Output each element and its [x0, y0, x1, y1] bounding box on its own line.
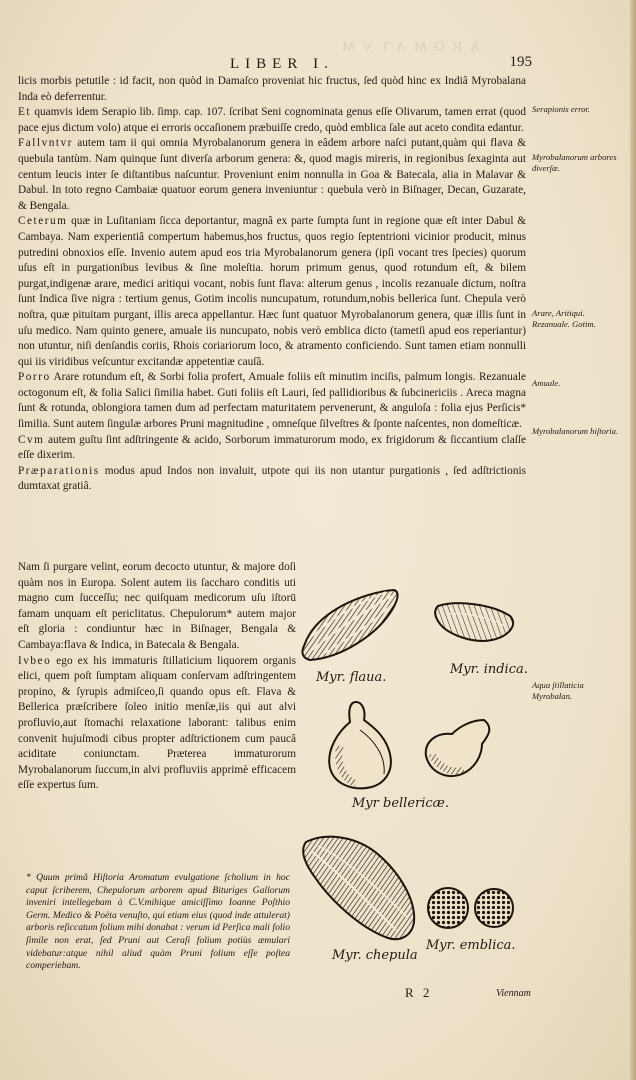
footnote: * Quum primâ Hiſtoria Aromatum evulgatione ſcholium in hoc caput ſcriberem, Chepulorum arborem apud Bituriges Gallorum inveniri intellegebam à C.V.mihique amiciſſimo Ioanne Poſthio Germ. Medico & Poëta venuſto, qui etiam eius (quod inde attulerat) arboris reſiccatum folium mihi donabat : verum id Perſica mali folio ſimile non erat, ſed Pruni aut Ceraſi folium potiùs æmulari videbatur:atque nihil aliud quàm Pruni folium eſſe poſtea comperiebam. — [26, 872, 290, 972]
initial-word: Cvm — [18, 433, 45, 446]
initial-word: Fallvntvr — [18, 137, 73, 150]
woodcut-illustrations — [296, 570, 528, 980]
initial-word: Et — [18, 106, 32, 119]
paragraph-6-text: autem guſtu ſint adſtringente & acido, Sorborum immaturorum modo, ex frigidorum & ſiccantium claſſe eſſe dixerim. — [18, 433, 526, 462]
margin-note: Arare, Aritiqui. Rezanuale. Gotim. — [532, 308, 596, 329]
page-edge — [630, 0, 636, 1080]
margin-note: Serapionis error. — [532, 104, 590, 114]
paragraph-3 — [18, 136, 526, 214]
paragraph-2 — [18, 105, 526, 136]
running-head: LIBER I. — [230, 56, 334, 72]
initial-word: Ivbeo — [18, 654, 52, 667]
paragraph-8 — [18, 654, 296, 794]
myrobalan-indica-drawing — [435, 603, 513, 641]
myrobalan-flava-drawing — [302, 590, 397, 660]
initial-word: Ceterum — [18, 215, 68, 228]
paragraph-2-text: quamvis idem Serapio lib. ſimp. cap. 107. ſcribat Seni cognominata genus eſſe Olivarum, tamen errat (quod pace ejus dictum volo) atque ei erroris occaſionem præbuiſſe credo, quòd emblica ſale aut aceto condita edantur. — [18, 106, 526, 134]
main-text — [18, 74, 526, 495]
initial-word: Porro — [18, 371, 51, 384]
myrobalan-bellerica-drawing — [329, 702, 391, 788]
paragraph-4 — [18, 214, 526, 370]
paragraph-7 — [18, 464, 526, 495]
narrow-column-text — [18, 560, 296, 794]
signature-mark: R 2 — [405, 985, 433, 1000]
paragraph-6 — [18, 433, 526, 464]
myrobalan-chepula-drawing — [303, 837, 414, 939]
caption-chepula: Myr. chepula — [332, 948, 418, 963]
margin-note: Amuale. — [532, 378, 561, 388]
myrobalan-bellerica-drawing-2 — [426, 720, 490, 776]
page-number: 195 — [509, 54, 532, 70]
paragraph-5 — [18, 370, 526, 432]
margin-note: Myrobalanorum arbores diverſæ. — [532, 152, 617, 173]
caption-emblica: Myr. emblica. — [426, 938, 516, 953]
paragraph-7-continued: Nam ſi purgare velint, eorum decocto utuntur, & majore doſi quàm nos in Europa. Solent autem iis ſaccharo conditis uti magno cum ſucceſſu; nec quiſquam medicorum uſu iſtorū famam unquam eſt periclitatus. Chepulorum* autem major eſt gloria : condiuntur hæc in Biſnager, Bengala & Cambaya:flava & Indica, in Batecala & Bengala. — [18, 561, 296, 651]
margin-note: Myrobalanorum hiſtoria. — [532, 426, 619, 436]
caption-indica: Myr. indica. — [450, 662, 528, 677]
paragraph-8-text: ego ex his immaturis ſtillaticium liquorem organis elici, quem poſt ſumptam aliquam conſervam adſtringentem propino, & ſyrupis admiſceo,ſi quando opus eſt. Flava & Bellerica præſcribere ſoleo initio menſæ,iis qui aut alvi profluvio,aut ſtomachi relaxatione laborant: talibus enim convenit hujuſmodi cibus propter adſtrictionem cum paucâ aciditate coniunctam. Præterea immaturorum Myrobalanorum ſuccum,in alvi profluviis apprimè efficacem eſſe expertus ſum. — [18, 654, 297, 792]
caption-bellerica: Myr bellericæ. — [352, 796, 450, 811]
initial-word: Præparationis — [18, 464, 100, 477]
paragraph-5-text: Arare rotundum eſt, & Sorbi folia profert, Amuale foliis eſt minutim inciſis, palmum longis. Rezanuale octogonum eſt, & folia Salici ſimilia habet. Guti foliis eſt Lauri, ſed pallidioribus & ſubcinericiis . Areca magna ſunt & rotunda, oblongiora tamen dum ad perfectam maturitatem pervenerunt, & anguloſa : folia ejus Perſicis* ſimilia. Sunt autem ſingulæ arbores Pruni magnitudine , omneſque ſilveſtres & ſponte naſcentes, non domeſticæ. — [18, 371, 526, 431]
paragraph-7-text: modus apud Indos non invaluit, utpote qui iis non utantur purgationis , ſed adſtrictionis dumtaxat gratiâ. — [18, 464, 526, 493]
catchword: Viennam — [496, 988, 531, 999]
paragraph-4-text: quæ in Luſitaniam ſicca deportantur, magnâ ex parte ſumpta ſunt in regione quæ eſt inter Dabul & Cambaya. Nam experientiâ compertum habemus,hos fructus, quos regio ſeptentrioni vicinior producit, minus putredini obnoxios eſſe. Invenio autem apud eos tria Myrobalanorum genera (ipſi vocant tres ſpecies) quorum uſus eſt in purgationibus levibus & ſine moleſtia. horum primum genus, quod rotundum eſt, & bilem purgat,indigenæ arare, medici aritiqui vocant, nobis ſunt flava: alterum genus , incolis rezanuale dictum, noſtra ſunt Indica ſive nigra : tertium genus, Gotim incolis nuncupatum, rotundum,nobis bellerica ſunt. Chepula verò noſtra, quæ pituitam purgant, illis areca appellantur. Hæc ſunt quatuor Myrobalanorum genera, quæ illis ſunt in uſu medico. Nam quinto genere, amuale iis nuncupato, nobis verò emblica dicto (tametſi apud eos reperiantur) non utuntur, niſi denſandis coriis, Rhois coriariorum loco, & atramento conficiendo. Sunt tamen etiam nonnulli qui iis viridibus veſcuntur excitandæ appetentiæ cauſâ. — [18, 215, 526, 368]
caption-flava: Myr. flaua. — [316, 670, 387, 685]
margin-note: Aqua ſtillaticia Myrobalan. — [532, 680, 584, 701]
myrobalan-emblica-drawing — [428, 888, 513, 928]
paragraph-3-text: autem tam ii qui omnia Myrobalanorum genera in eâdem arbore naſci putant,quàm qui flava & quebula tantùm. Nam quinque ſunt diverſa arborum genera: &, quod magis mireris, in regionibus ſexaginta aut centum leucis inter ſe diſtantibus naſcuntur. Proveniunt enim nonnulla in Goa & Batecala, alia in Malavar & Dabul. In toto regno Cambaiæ quatuor eorum genera inveniuntur : quebula verò in Biſnager, Decan, Guzarate, & Bengala. — [18, 137, 526, 212]
fruit-woodcuts — [296, 570, 528, 980]
paragraph-1: licis morbis petutile : id facit, non quòd in Damaſco proveniat hic fructus, ſed quòd hinc ex Indiâ Myrobalana Inda eò deferrentur. — [18, 75, 526, 103]
show-through-text: AROMATVM — [334, 40, 480, 55]
